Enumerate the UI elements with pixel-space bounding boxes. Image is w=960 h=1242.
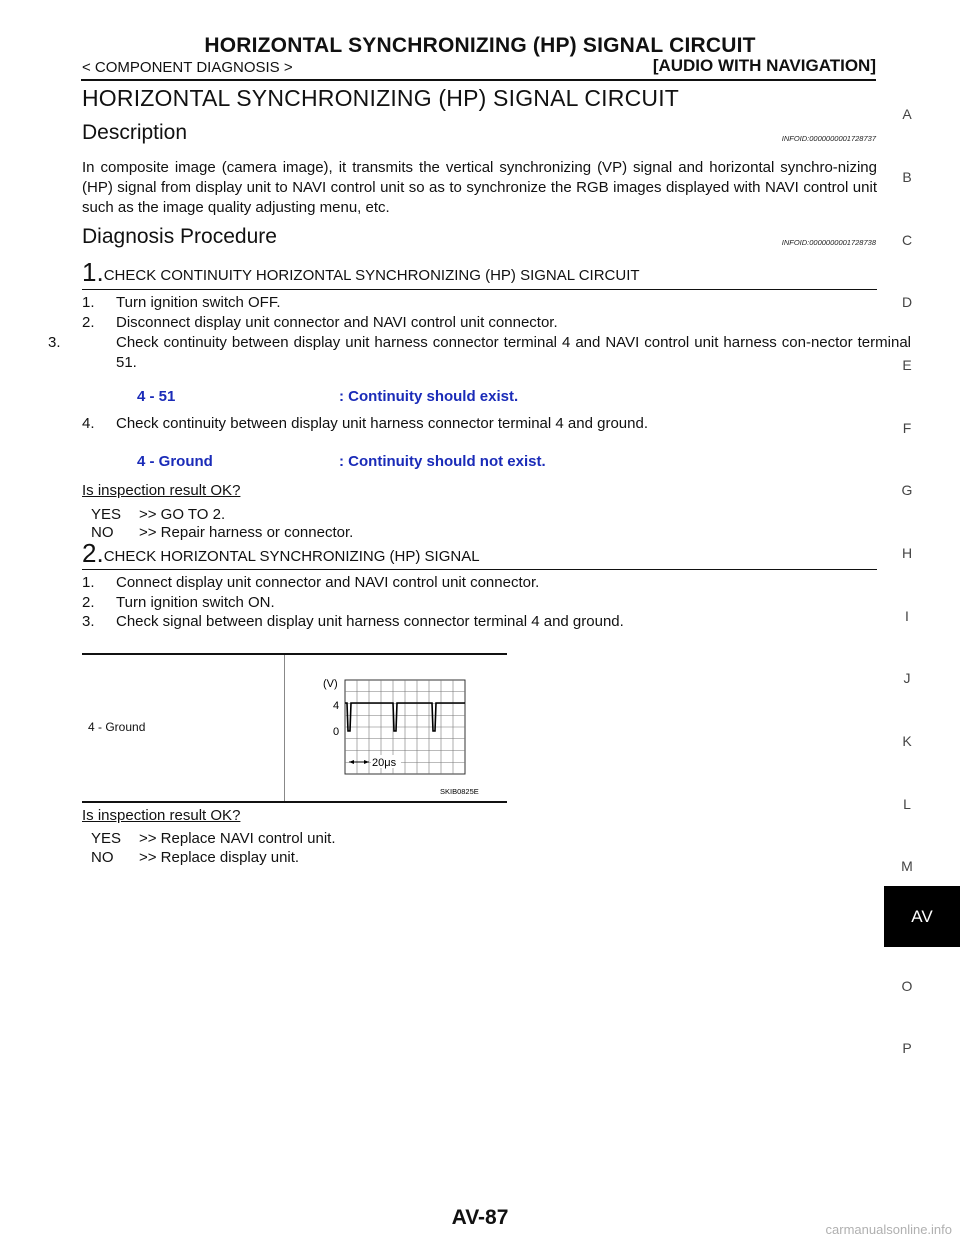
step2-number: 2. — [82, 538, 104, 568]
side-index-i[interactable]: I — [905, 608, 909, 624]
spec1-value: : Continuity should exist. — [339, 388, 519, 405]
step1-rule — [82, 289, 877, 290]
waveform-y-low: 0 — [333, 726, 340, 738]
step1-no: NO >> Repair harness or connector. — [91, 524, 354, 541]
step2-title: CHECK HORIZONTAL SYNCHRONIZING (HP) SIGNAL — [103, 548, 480, 565]
time-scale-arrow — [349, 760, 369, 764]
header-title: HORIZONTAL SYNCHRONIZING (HP) SIGNAL CIRCUIT — [204, 34, 756, 57]
spec2-term: 4 - Ground — [137, 453, 213, 470]
side-index-a[interactable]: A — [902, 106, 912, 122]
step1-item-4: 4. Check continuity between display unit harness connector terminal 4 and ground. — [82, 415, 648, 432]
side-index-c[interactable]: C — [901, 232, 913, 248]
side-index-f[interactable]: F — [902, 420, 912, 436]
step1-item-1: 1. Turn ignition switch OFF. — [82, 294, 281, 311]
page-title: HORIZONTAL SYNCHRONIZING (HP) SIGNAL CIRCUIT — [82, 85, 680, 111]
side-index-d[interactable]: D — [901, 294, 913, 310]
side-index-j[interactable]: J — [903, 670, 911, 686]
header-divider — [81, 79, 876, 81]
step2-item-3: 3. Check signal between display unit harness connector terminal 4 and ground. — [82, 613, 624, 630]
watermark: carmanualsonline.info — [825, 1222, 952, 1237]
step1-question: Is inspection result OK? — [82, 482, 241, 499]
waveform-figure — [285, 656, 507, 800]
side-index-av-active[interactable]: AV — [884, 886, 960, 947]
header-model: [AUDIO WITH NAVIGATION] — [652, 56, 876, 75]
waveform-grid — [345, 680, 465, 774]
step2-question: Is inspection result OK? — [82, 807, 241, 824]
step1-title: CHECK CONTINUITY HORIZONTAL SYNCHRONIZING (HP) SIGNAL CIRCUIT — [103, 267, 640, 284]
step1-number: 1. — [82, 257, 104, 287]
description-infoid: INFOID:0000000001728737 — [781, 134, 876, 143]
figure-code: SKIB0825E — [440, 787, 479, 796]
spec2-value: : Continuity should not exist. — [339, 453, 546, 470]
header-section: < COMPONENT DIAGNOSIS > — [82, 59, 293, 76]
signal-table-terminal: 4 - Ground — [88, 720, 146, 734]
step1-item-3: 3. Check continuity between display unit harness connector terminal 4 and NAVI control unit harness con-nector terminal 51. — [48, 334, 911, 371]
signal-table-bottom-rule — [82, 801, 507, 803]
side-index-h[interactable]: H — [901, 545, 913, 561]
step2-item-2: 2. Turn ignition switch ON. — [82, 594, 275, 611]
description-text: In composite image (camera image), it transmits the vertical synchronizing (VP) signal and horizontal synchro-nizing (HP) signal from display unit to NAVI control unit so as to synchronize the RGB images displayed with NAVI control unit such as the image quality adjusting menu, etc. — [82, 159, 877, 216]
step2-item-1: 1. Connect display unit connector and NAVI control unit connector. — [82, 574, 540, 591]
waveform-unit: (V) — [323, 678, 338, 690]
side-index-o[interactable]: O — [901, 978, 913, 994]
waveform-time-scale: 20μs — [372, 757, 397, 769]
diagnosis-title: Diagnosis Procedure — [82, 225, 277, 248]
signal-table-top-rule — [82, 653, 507, 655]
side-index-m[interactable]: M — [901, 858, 913, 874]
step1-item-2: 2. Disconnect display unit connector and NAVI control unit connector. — [82, 314, 558, 331]
side-index-e[interactable]: E — [902, 357, 912, 373]
step2-rule — [82, 569, 877, 570]
waveform-y-high: 4 — [333, 700, 340, 712]
step2-no: NO >> Replace display unit. — [91, 849, 300, 866]
diagnosis-infoid: INFOID:0000000001728738 — [781, 238, 876, 247]
description-title: Description — [82, 121, 188, 144]
page-number: AV-87 — [451, 1206, 509, 1229]
step1-yes: YES >> GO TO 2. — [91, 506, 226, 523]
side-index-b[interactable]: B — [902, 169, 912, 185]
step2-yes: YES >> Replace NAVI control unit. — [91, 830, 336, 847]
side-index-p[interactable]: P — [902, 1040, 912, 1056]
step1-heading — [82, 259, 877, 285]
side-index-g[interactable]: G — [901, 482, 913, 498]
side-index-l[interactable]: L — [903, 796, 911, 812]
side-index-k[interactable]: K — [902, 733, 912, 749]
step2-heading — [82, 540, 877, 566]
spec1-term: 4 - 51 — [137, 388, 176, 405]
